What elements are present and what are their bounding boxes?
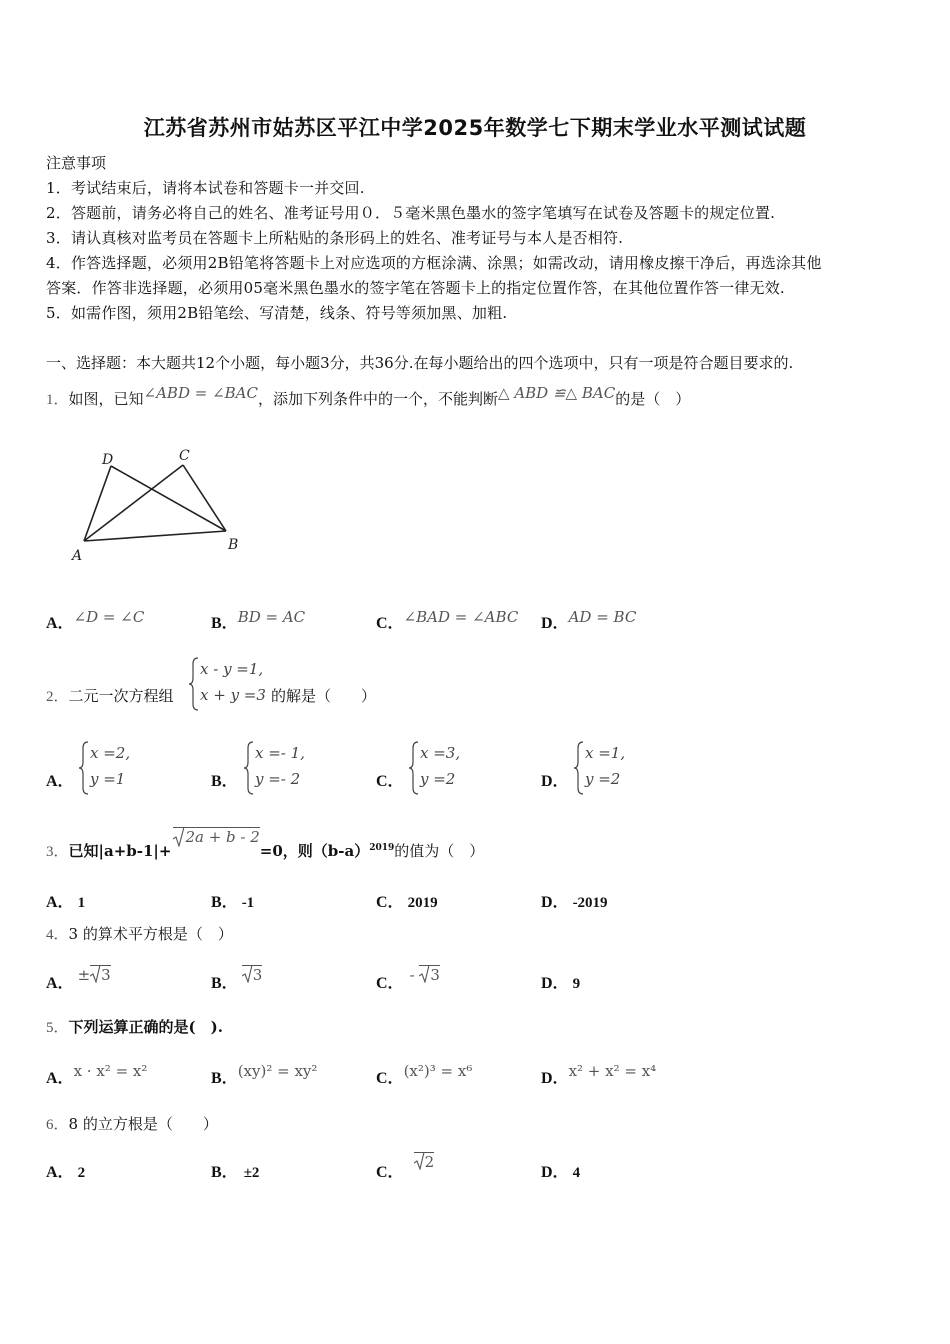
option-label: A．	[46, 1164, 74, 1181]
radical-sign-icon	[242, 965, 253, 983]
question-3	[46, 828, 485, 861]
option-d[interactable]	[541, 970, 580, 993]
option-value: ±2	[243, 1165, 260, 1181]
option-label: D．	[541, 1070, 569, 1087]
radicand: 3	[430, 966, 440, 984]
radicand: 2a + b - 2	[185, 828, 260, 846]
option-b[interactable]	[211, 1062, 318, 1088]
option-prefix: ±	[77, 966, 91, 984]
radical-sign-icon	[419, 965, 430, 983]
option-label: D．	[541, 975, 569, 992]
question-text: 如图，已知	[68, 390, 144, 408]
point-label-b: B	[228, 537, 239, 553]
option-c[interactable]	[376, 889, 438, 912]
option-label: C．	[376, 773, 404, 790]
radical-expression	[414, 1152, 435, 1171]
question-6	[46, 1113, 218, 1134]
option-value: BD = AC	[237, 608, 306, 626]
option-label: D．	[541, 773, 569, 790]
option-label: C．	[376, 975, 404, 992]
point-label-c: C	[179, 448, 190, 464]
option-value: -2019	[572, 895, 608, 911]
option-c[interactable]	[376, 966, 440, 993]
option-prefix: -	[409, 966, 420, 984]
radicand: 3	[252, 966, 263, 984]
question-text: 3 的算术平方根是（ ）	[68, 925, 233, 943]
radical-sign-icon	[414, 1152, 425, 1170]
option-value: x² + x² = x⁴	[568, 1062, 657, 1080]
question-number: 4．	[46, 927, 69, 943]
point-label-a: A	[72, 548, 83, 564]
question-text: 的值为（ ）	[394, 842, 485, 860]
notice-item: 4．作答选择题，必须用2B铅笔将答题卡上对应选项的方框涂满、涂黑；如需改动，请用橡皮擦干净后，再选涂其他	[46, 254, 822, 272]
notice-item: 1．考试结束后，请将本试卷和答题卡一并交回.	[46, 179, 365, 197]
math-expression: ∠ABD = ∠BAC	[143, 384, 258, 402]
question-text: ，添加下列条件中的一个，不能判断	[258, 390, 499, 408]
radicand: 3	[101, 966, 111, 984]
page-title: 江苏省苏州市姑苏区平江中学2025年数学七下期末学业水平测试试题	[143, 116, 807, 140]
option-a[interactable]	[46, 966, 111, 993]
option-label: D．	[541, 894, 569, 911]
notice-item: 3．请认真核对监考员在答题卡上所粘贴的条形码上的姓名、准考证号与本人是否相符.	[46, 229, 624, 247]
section-header: 一、选择题：本大题共12个小题，每小题3分，共36分.在每小题给出的四个选项中，只有一项是符合题目要求的.	[46, 354, 794, 372]
notice-item: 答案．作答非选择题，必须用05毫米黑色墨水的签字笔在答题卡上的指定位置作答，在其他位置作答一律无效.	[46, 279, 785, 297]
option-label: D．	[541, 615, 569, 632]
option-value: 4	[572, 1165, 581, 1181]
solution-row: x =- 1,	[255, 744, 305, 762]
option-label: B．	[211, 1164, 238, 1181]
solution-row: y =1	[90, 770, 126, 788]
option-value: AD = BC	[568, 608, 637, 626]
option-b[interactable]	[211, 966, 263, 993]
option-value: -1	[241, 895, 255, 911]
radical-expression	[242, 965, 263, 984]
option-b[interactable]	[211, 610, 305, 633]
radical-sign-icon	[173, 827, 185, 847]
option-label: C．	[376, 1070, 404, 1087]
segment-ab	[84, 531, 226, 541]
option-label: A．	[46, 894, 74, 911]
option-d[interactable]	[541, 1159, 580, 1182]
math-expression: △ ABD ≌△ BAC	[498, 384, 616, 402]
option-c[interactable]	[376, 610, 518, 633]
option-label: A．	[46, 1070, 74, 1087]
option-label: A．	[46, 615, 74, 632]
equation-row: x + y =3	[200, 686, 266, 704]
option-label: B．	[211, 615, 238, 632]
radicand: 2	[424, 1153, 435, 1171]
option-value: 2	[77, 1165, 86, 1181]
notice-item: 2．答题前，请务必将自己的姓名、准考证号用０．５毫米黑色墨水的签字笔填写在试卷及答题卡的规定位置.	[46, 204, 776, 222]
option-label: A．	[46, 975, 74, 992]
option-value: 1	[77, 895, 86, 911]
option-value: (xy)² = xy²	[237, 1062, 318, 1080]
option-value: 2019	[407, 895, 438, 911]
question-number: 6．	[46, 1117, 69, 1133]
question-number: 3．	[46, 844, 69, 860]
segment-cb	[183, 465, 226, 531]
question-number: 1．	[46, 392, 69, 408]
option-label: C．	[376, 615, 404, 632]
notice-heading: 注意事项	[46, 154, 107, 172]
option-a[interactable]	[46, 1159, 85, 1182]
option-d[interactable]	[541, 889, 608, 912]
exponent: 2019	[369, 843, 395, 853]
option-label: C．	[376, 1164, 404, 1181]
question-text: 的是（ ）	[615, 390, 691, 408]
option-value: ∠BAD = ∠ABC	[403, 608, 519, 626]
option-c[interactable]	[376, 1153, 435, 1182]
option-b[interactable]	[211, 889, 254, 912]
question-number: 5．	[46, 1020, 69, 1036]
solution-row: y =2	[585, 770, 621, 788]
segment-ac	[84, 465, 183, 541]
option-label: C．	[376, 894, 404, 911]
option-a[interactable]	[46, 1062, 148, 1088]
equation-row: x - y =1,	[200, 660, 264, 678]
question-text: 下列运算正确的是( ).	[68, 1018, 223, 1036]
question-1	[46, 384, 691, 409]
question-2	[46, 685, 174, 706]
option-label: B．	[211, 1070, 238, 1087]
option-b[interactable]	[211, 1159, 259, 1182]
option-c[interactable]	[376, 1062, 473, 1088]
option-d[interactable]	[541, 610, 636, 633]
question-text: =0，则（b-a）	[259, 842, 370, 860]
option-d[interactable]	[541, 1062, 657, 1088]
solution-row: x =3,	[420, 744, 461, 762]
option-a[interactable]	[46, 889, 85, 912]
notice-item: 5．如需作图，须用2B铅笔绘、写清楚，线条、符号等须加黑、加粗.	[46, 304, 508, 322]
question-5	[46, 1016, 223, 1037]
solution-row: x =1,	[585, 744, 626, 762]
triangle-figure	[66, 444, 246, 568]
radical-expression	[173, 827, 259, 846]
radical-expression	[90, 965, 111, 984]
option-label: A．	[46, 773, 74, 790]
option-label: B．	[211, 975, 238, 992]
option-value: x · x² = x²	[73, 1062, 148, 1080]
question-4	[46, 923, 233, 944]
option-value: (x²)³ = x⁶	[403, 1062, 473, 1080]
option-a[interactable]	[46, 610, 144, 633]
radical-sign-icon	[90, 965, 101, 983]
point-label-d: D	[102, 452, 114, 468]
question-text: 的解是（ ）	[271, 687, 377, 705]
solution-row: y =2	[420, 770, 456, 788]
equation-system	[188, 656, 266, 708]
option-label: B．	[211, 894, 238, 911]
option-value: 9	[572, 976, 581, 992]
question-text: 8 的立方根是（ ）	[68, 1115, 218, 1133]
question-text: 二元一次方程组	[68, 687, 174, 705]
option-value: ∠D = ∠C	[73, 608, 145, 626]
option-label: B．	[211, 773, 238, 790]
radical-expression	[419, 965, 440, 984]
solution-row: x =2,	[90, 744, 131, 762]
solution-row: y =- 2	[255, 770, 301, 788]
question-text: 已知|a+b-1|+	[68, 842, 172, 860]
question-number: 2．	[46, 689, 69, 705]
option-label: D．	[541, 1164, 569, 1181]
